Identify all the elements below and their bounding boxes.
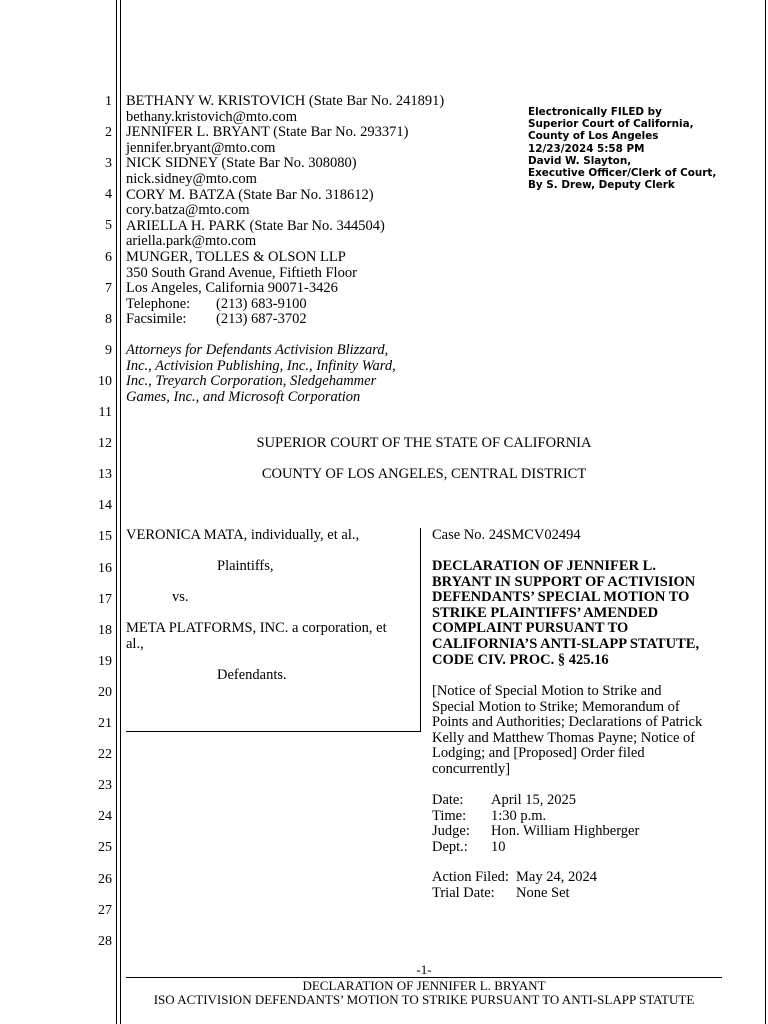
line-number: 22: [98, 747, 112, 763]
counsel-line: CORY M. BATZA (State Bar No. 318612): [126, 186, 374, 203]
counsel-line: ariella.park@mto.com: [126, 233, 257, 250]
stamp-line: Superior Court of California,: [528, 118, 694, 131]
electronic-filing-stamp: [528, 106, 716, 191]
counsel-line: BETHANY W. KRISTOVICH (State Bar No. 241891): [126, 93, 445, 109]
line-number: 9: [105, 342, 112, 358]
line-number: 3: [105, 156, 112, 172]
defendant-name-line1: META PLATFORMS, INC. a corporation, et: [126, 620, 387, 636]
stamp-line: County of Los Angeles: [528, 130, 659, 143]
dates-info: [432, 870, 597, 901]
document-title-line: DEFENDANTS’ SPECIAL MOTION TO: [432, 589, 690, 606]
attorneys-for-line: Attorneys for Defendants Activision Blizzard,: [126, 342, 389, 358]
plaintiff-name: VERONICA MATA, individually, et al.,: [126, 527, 360, 543]
page-number: -1-: [416, 962, 432, 977]
line-number: 15: [98, 529, 112, 545]
trial-date-key: Trial Date:: [432, 884, 495, 901]
attorneys-for-line: Inc., Activision Publishing, Inc., Infinity Ward,: [126, 357, 396, 374]
caption-vertical-rule: [420, 528, 421, 732]
line-number: 2: [105, 125, 112, 141]
court-county: COUNTY OF LOS ANGELES, CENTRAL DISTRICT: [261, 466, 587, 482]
attorneys-for-block: [126, 343, 396, 405]
line-number: 8: [105, 311, 112, 327]
attorneys-for-line: Inc., Treyarch Corporation, Sledgehammer: [126, 373, 377, 390]
telephone-value: (213) 683-9100: [216, 295, 307, 312]
line-number: 26: [98, 871, 112, 887]
line-number: 14: [98, 498, 112, 514]
counsel-line: ARIELLA H. PARK (State Bar No. 344504): [126, 217, 385, 234]
document-title-line: BRYANT IN SUPPORT OF ACTIVISION: [432, 573, 696, 590]
document-title: [432, 559, 699, 668]
counsel-line: MUNGER, TOLLES & OLSON LLP: [126, 248, 346, 265]
hearing-value: April 15, 2025: [491, 792, 576, 808]
counsel-line: 350 South Grand Avenue, Fiftieth Floor: [126, 264, 357, 281]
action-filed-row: [432, 870, 597, 886]
facsimile-label: Facsimile:: [126, 311, 187, 328]
caption-bottom-rule: [126, 731, 421, 732]
hearing-key: Dept.:: [432, 838, 468, 855]
hearing-info: [432, 793, 639, 855]
counsel-line: jennifer.bryant@mto.com: [126, 139, 276, 156]
line-number: 10: [98, 373, 112, 389]
defendants-label: Defendants.: [217, 667, 287, 683]
line-number: 1: [105, 94, 112, 109]
line-number: 21: [98, 716, 112, 731]
hearing-judge-row: [432, 824, 639, 840]
telephone-label: Telephone:: [126, 295, 191, 312]
line-number: 24: [98, 809, 112, 825]
stamp-line: David W. Slayton,: [528, 154, 632, 167]
trial-date-row: [432, 886, 597, 902]
note-line: Special Motion to Strike; Memorandum of: [432, 698, 680, 715]
counsel-line: JENNIFER L. BRYANT (State Bar No. 293371): [126, 124, 409, 141]
stamp-line: Executive Officer/Clerk of Court,: [528, 167, 717, 180]
document-title-line: COMPLAINT PURSUANT TO: [432, 620, 629, 637]
right-margin-rule: [765, 0, 766, 1024]
line-number: 12: [98, 436, 112, 452]
left-margin-rule-outer: [116, 0, 117, 1024]
line-number: 13: [98, 467, 112, 483]
line-number: 27: [98, 902, 112, 918]
line-number: 16: [98, 560, 112, 576]
court-name: SUPERIOR COURT OF THE STATE OF CALIFORNIA: [256, 435, 592, 451]
hearing-date-row: [432, 793, 639, 809]
footer-line2: ISO ACTIVISION DEFENDANTS’ MOTION TO STRIKE PURSUANT TO ANTI-SLAPP STATUTE: [153, 992, 695, 1007]
counsel-line: bethany.kristovich@mto.com: [126, 108, 298, 125]
note-line: Points and Authorities; Declarations of Patrick: [432, 714, 703, 731]
note-line: concurrently]: [432, 760, 511, 777]
defendant-name-line2: al.,: [126, 636, 144, 652]
counsel-line: Los Angeles, California 90071-3426: [126, 280, 338, 297]
line-number: 25: [98, 840, 112, 856]
counsel-line: NICK SIDNEY (State Bar No. 308080): [126, 155, 357, 172]
hearing-value: 10: [491, 838, 506, 855]
line-number: 6: [105, 249, 112, 265]
line-number: 7: [105, 280, 112, 296]
stamp-line: By S. Drew, Deputy Clerk: [528, 179, 675, 192]
hearing-key: Time:: [432, 807, 467, 824]
line-number: 19: [98, 653, 112, 669]
stamp-line: 12/23/2024 5:58 PM: [528, 142, 645, 155]
action-filed-value: May 24, 2024: [516, 869, 597, 885]
line-number: 4: [105, 187, 112, 203]
hearing-dept-row: [432, 840, 639, 856]
line-number: 23: [98, 778, 112, 794]
trial-date-value: None Set: [516, 884, 570, 901]
line-number: 18: [98, 622, 112, 638]
plaintiffs-label: Plaintiffs,: [217, 558, 274, 574]
left-margin-rule-inner: [120, 0, 121, 1024]
line-number: 17: [98, 591, 112, 607]
line-number: 20: [98, 684, 112, 700]
line-number: 28: [98, 933, 112, 949]
note-line: [Notice of Special Motion to Strike and: [432, 683, 662, 699]
telephone-row: [126, 297, 444, 313]
attorneys-for-line: Games, Inc., and Microsoft Corporation: [126, 388, 361, 405]
filed-concurrently-note: [432, 684, 702, 778]
versus-label: vs.: [172, 589, 189, 605]
counsel-line: nick.sidney@mto.com: [126, 170, 257, 187]
hearing-key: Date:: [432, 792, 464, 808]
document-title-line: CALIFORNIA’S ANTI-SLAPP STATUTE,: [432, 635, 700, 652]
counsel-block: [126, 94, 444, 328]
counsel-line: cory.batza@mto.com: [126, 202, 250, 219]
hearing-time-row: [432, 809, 639, 825]
case-number: Case No. 24SMCV02494: [432, 527, 581, 543]
document-title-line: STRIKE PLAINTIFFS’ AMENDED: [432, 604, 659, 621]
document-title-line: DECLARATION OF JENNIFER L.: [432, 558, 656, 574]
facsimile-value: (213) 687-3702: [216, 311, 307, 328]
line-number: 5: [105, 218, 112, 234]
hearing-key: Judge:: [432, 823, 470, 840]
facsimile-row: [126, 312, 444, 328]
line-number: 11: [98, 405, 112, 420]
hearing-value: 1:30 p.m.: [491, 807, 547, 824]
document-title-line: CODE CIV. PROC. § 425.16: [432, 651, 609, 668]
footer-line1: DECLARATION OF JENNIFER L. BRYANT: [302, 978, 546, 993]
note-line: Lodging; and [Proposed] Order filed: [432, 745, 645, 762]
note-line: Kelly and Matthew Thomas Payne; Notice of: [432, 729, 696, 746]
stamp-line: Electronically FILED by: [528, 106, 662, 118]
hearing-value: Hon. William Highberger: [491, 823, 640, 840]
action-filed-key: Action Filed:: [432, 869, 509, 885]
